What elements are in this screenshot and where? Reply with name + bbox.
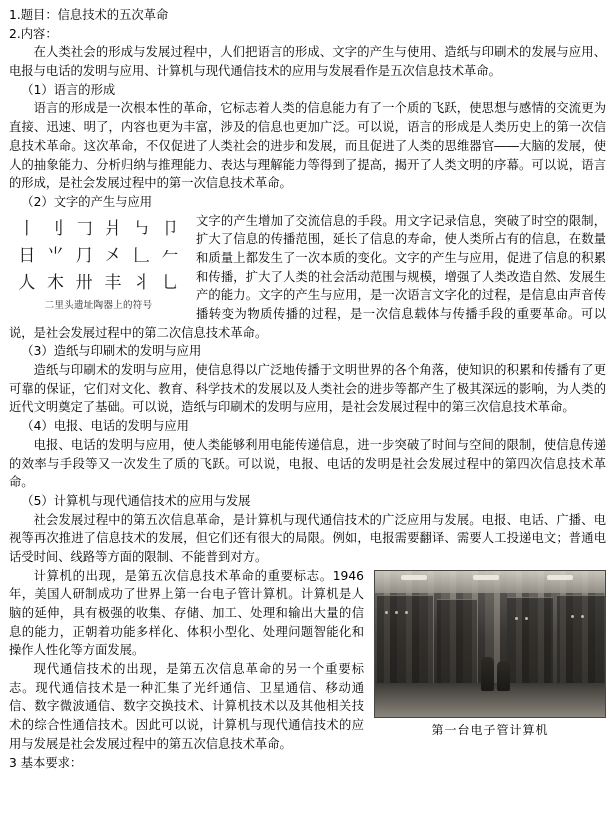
section-5-paragraph-3: 现代通信技术的出现，是第五次信息革命的另一个重要标志。现代通信技术是一种汇集了光纤通信、卫星通信、移动通信、数字微波通信、数字交换技术、计算机技术以及其他相关技术的综合性通信技术。因此可以说，计算机与现代通信技术的应用与发展是社会发展过程中的第五次信息技术革命。 bbox=[9, 662, 364, 751]
section-4-paragraph-1: 电报、电话的发明与应用，使人类能够利用电能传递信息，进一步突破了时间与空间的限制，使信息传递的效率与手段等又一次发生了质的飞跃。可以说，电报、电话的发明是社会发展过程中的第四次信息技术革命。 bbox=[9, 437, 606, 490]
section-heading-1: （1）语言的形成 bbox=[21, 82, 116, 97]
section-5-body bbox=[9, 567, 606, 754]
oracle-glyph: 㐅 bbox=[104, 245, 122, 266]
section-heading-3: （3）造纸与印刷术的发明与应用 bbox=[21, 344, 202, 359]
oracle-glyph: 爿 bbox=[104, 218, 122, 239]
photo-lamp bbox=[401, 575, 427, 580]
oracle-glyph: 卅 bbox=[75, 272, 93, 293]
oracle-glyph: 𠃌 bbox=[75, 218, 93, 239]
section-5-paragraph-1: 社会发展过程中的第五次信息革命，是计算机与现代通信技术的广泛应用与发展。电报、电话、广播、电视等再次推进了信息技术的发展，但它们还有很大的局限。例如，电报需要翻译、需要人工投递电文；普通电话受时间、线路等方面的限制、不能普到对方。 bbox=[9, 512, 606, 564]
oracle-glyph: ㇉ bbox=[132, 218, 150, 239]
photo-equipment-rack bbox=[437, 599, 477, 687]
photo-equipment-rack bbox=[507, 597, 553, 689]
oracle-glyph: 乚 bbox=[161, 272, 179, 293]
computer-photo-image bbox=[374, 570, 606, 718]
oracle-glyph: 卩 bbox=[161, 218, 179, 239]
photo-person bbox=[481, 657, 494, 691]
photo-person bbox=[497, 661, 510, 691]
oracle-glyph: 刂 bbox=[46, 218, 64, 239]
oracle-glyph: 丬 bbox=[132, 272, 150, 293]
section-1-paragraph-1: 语言的形成是一次根本性的革命，它标志着人类的信息能力有了一个质的飞跃，使思想与感情的交流更为直接、迅速、明了，内容也更为丰富，涉及的信息也更加广泛。可以说，语言的形成是人类历史上的第一次信息技术革命。这次革命，不仅促进了人类社会的进步和发展，而且促进了人类的思维器官――大脑的发展，使人的抽象能力、分析归纳与推理能力、表达与理解能力等得到了提高，揭开了人类文明的序幕。可以说，语言的形成，是社会发展过程中的第一次信息技术革命。 bbox=[9, 101, 606, 191]
oracle-symbols-grid bbox=[13, 216, 185, 297]
section-2-body bbox=[9, 212, 606, 343]
oracle-figure-caption: 二里头遗址陶器上的符号 bbox=[44, 299, 153, 311]
photo-panel-light bbox=[405, 611, 408, 614]
content-label: 2.内容： bbox=[9, 26, 58, 41]
oracle-glyph: 丰 bbox=[104, 272, 122, 293]
photo-panel-light bbox=[515, 617, 518, 620]
photo-lamp bbox=[473, 575, 499, 580]
section-3-paragraph-1: 造纸与印刷术的发明与应用，使信息得以广泛地传播于文明世界的各个角落，使知识的积累和传播有了更可靠的保证，它们对文化、教育、科学技术的发展以及人类社会的进步等都产生了极其深远的影响，为人类的近代文明奠定了基础。可以说，造纸与印刷术的发明与应用，是社会发展过程中的第三次信息技术革命。 bbox=[9, 363, 606, 415]
oracle-glyph: 木 bbox=[46, 272, 64, 293]
oracle-glyph: 丨 bbox=[18, 218, 36, 239]
computer-photo-figure bbox=[374, 570, 606, 739]
section-heading-2: （2）文字的产生与应用 bbox=[21, 194, 153, 209]
oracle-glyph: ⺌ bbox=[46, 245, 64, 266]
section-2-paragraph-1: 文字的产生增加了交流信息的手段。用文字记录信息，突破了时空的限制，扩大了信息的传播范围，延长了信息的寿命，使人类所占有的信息，在数量和质量上都发生了一次本质的变化。文字的产生与应用，促进了信息的积累和传播，扩大了人类的社会活动范围与规模，增强了人类改造自然、发展生产的能力。文字的产生与应用，是一次语言文字化的过程，是信息由声音传播转变为物质传播的过程，是一次信息载体与传播手段的重要革命。可以说，是社会发展过程中的第二次信息技术革命。 bbox=[9, 213, 606, 340]
computer-photo-caption: 第一台电子管计算机 bbox=[431, 722, 549, 737]
footer-heading: 3 基本要求： bbox=[9, 755, 83, 770]
section-heading-4: （4）电报、电话的发明与应用 bbox=[21, 419, 189, 434]
photo-equipment-rack bbox=[557, 595, 605, 691]
intro-paragraph: 在人类社会的形成与发展过程中，人们把语言的形成、文字的产生与使用、造纸与印刷术的发展与应用、电报与电话的发明与应用、计算机与现代通信技术的应用与发展看作是五次信息技术革命。 bbox=[9, 45, 606, 79]
oracle-glyph: 𠂉 bbox=[161, 245, 179, 266]
section-heading-5: （5）计算机与现代通信技术的应用与发展 bbox=[21, 493, 251, 508]
photo-lamp bbox=[547, 575, 573, 580]
photo-panel-light bbox=[581, 615, 584, 618]
photo-panel-light bbox=[525, 617, 528, 620]
oracle-symbols-figure bbox=[11, 216, 186, 313]
oracle-glyph: ⺆ bbox=[75, 245, 93, 266]
photo-ceiling bbox=[375, 571, 605, 593]
oracle-glyph: 日 bbox=[18, 245, 36, 266]
document-title: 1.题目：信息技术的五次革命 bbox=[9, 8, 169, 22]
oracle-glyph: 𠃊 bbox=[132, 245, 150, 266]
oracle-glyph: 人 bbox=[18, 272, 36, 293]
photo-panel-light bbox=[395, 611, 398, 614]
photo-panel-light bbox=[571, 615, 574, 618]
photo-equipment-rack bbox=[377, 595, 433, 689]
photo-panel-light bbox=[385, 611, 388, 614]
section-5-paragraph-2: 计算机的出现，是第五次信息技术革命的重要标志。1946年，美国人研制成功了世界上第一台电子管计算机。计算机是人脑的延伸，具有极强的收集、存储、加工、处理和输出大量的信息的能力，正朝着功能多样化、体积小型化、处理问题智能化和操作人性化等方面发展。 bbox=[9, 568, 364, 658]
